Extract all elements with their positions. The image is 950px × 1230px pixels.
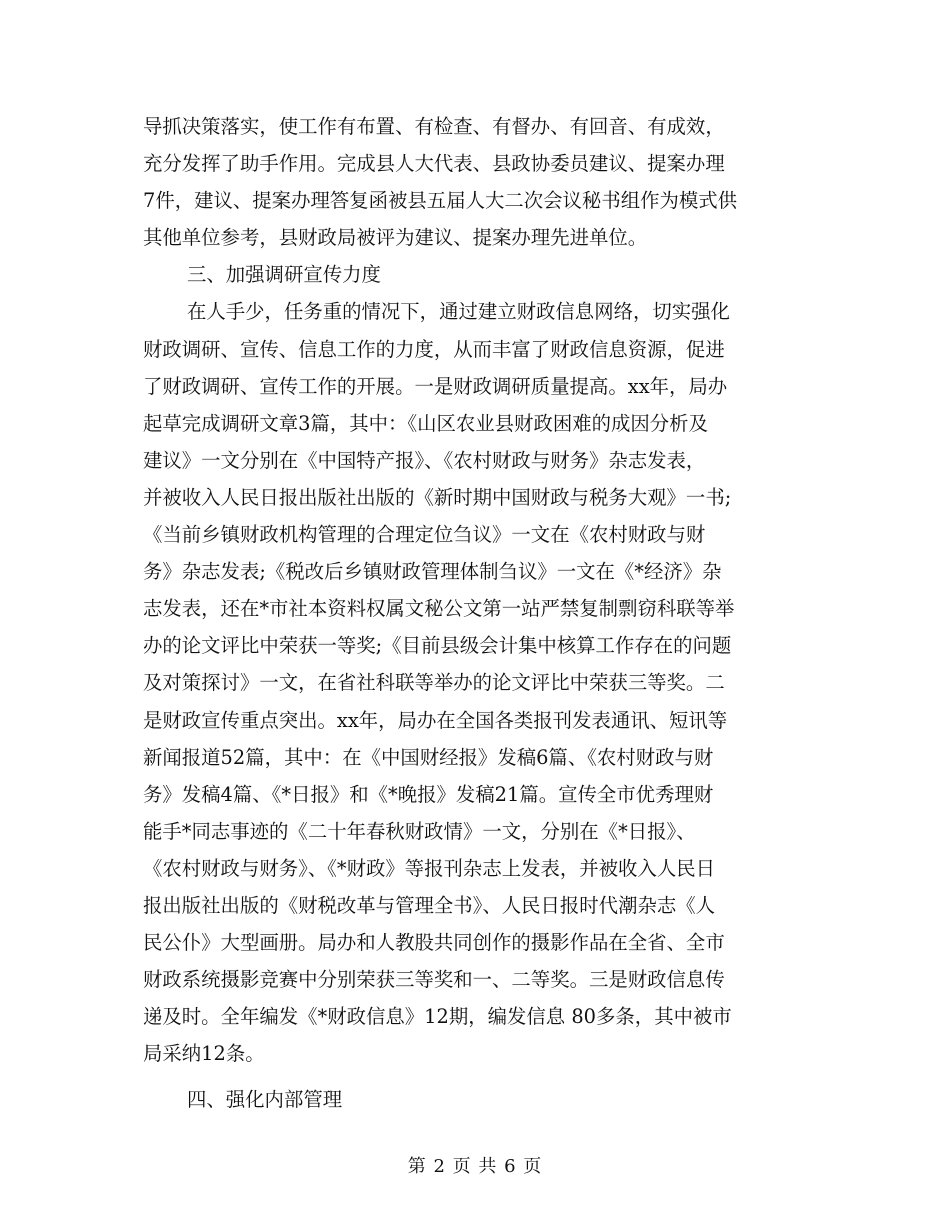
body-text-line: 充分发挥了助手作用。完成县人大代表、县政协委员建议、提案办理 (143, 152, 725, 176)
body-text-line: 《农村财政与财务》、《*财政》等报刊杂志上发表，并被收入人民日 (143, 856, 716, 880)
body-text-line: 志发表，还在*市社本资料权属文秘公文第一站严禁复制剽窃科联等举 (143, 597, 735, 621)
body-text-line: 是财政宣传重点突出。xx年，局办在全国各类报刊发表通讯、短讯等 (143, 708, 728, 732)
body-text-line: 办的论文评比中荣获一等奖;《目前县级会计集中核算工作存在的问题 (143, 634, 732, 658)
section-heading: 四、强化内部管理 (187, 1088, 343, 1112)
page-number-footer: 第 2 页 共 6 页 (407, 1156, 543, 1177)
body-text-line: 新闻报道52篇，其中：在《中国财经报》发稿6篇、《农村财政与财 (143, 745, 714, 769)
body-text-line: 在人手少，任务重的情况下，通过建立财政信息网络，切实强化 (187, 300, 730, 324)
body-text-line: 建议》一文分别在《中国特产报》、《农村财政与财务》杂志发表， (143, 448, 706, 472)
body-text-line: 务》发稿4篇、《*日报》和《*晚报》发稿21篇。宣传全市优秀理财 (143, 782, 714, 806)
body-text-line: 财政系统摄影竞赛中分别荣获三等奖和一、二等奖。三是财政信息传 (143, 968, 725, 992)
body-text-line: 报出版社出版的《财税改革与管理全书》、人民日报时代潮杂志《人 (143, 893, 716, 917)
body-text-line: 并被收入人民日报出版社出版的《新时期中国财政与税务大观》一书; (143, 485, 732, 509)
body-text-line: 能手*同志事迹的《二十年春秋财政情》一文，分别在《*日报》、 (143, 819, 696, 843)
body-text-line: 民公仆》大型画册。局办和人教股共同创作的摄影作品在全省、全市 (143, 931, 725, 955)
body-text-line: 《当前乡镇财政机构管理的合理定位刍议》一文在《农村财政与财 (143, 523, 706, 547)
body-text-line: 财政调研、宣传、信息工作的力度，从而丰富了财政信息资源，促进 (143, 337, 725, 361)
document-body (143, 108, 813, 1119)
body-text-line: 务》杂志发表;《税改后乡镇财政管理体制刍议》一文在《*经济》杂 (143, 560, 722, 584)
section-spacer (143, 1072, 813, 1081)
section-heading: 三、加强调研宣传力度 (187, 263, 381, 287)
body-text-line: 起草完成调研文章3篇，其中：《山区农业县财政困难的成因分析及 (143, 411, 708, 435)
body-text-line: 其他单位参考，县财政局被评为建议、提案办理先进单位。 (143, 226, 648, 250)
body-text-line: 递及时。全年编发《*财政信息》12期，编发信息 80多条，其中被市 (143, 1005, 732, 1029)
body-text-line: 了财政调研、宣传工作的开展。一是财政调研质量提高。xx年，局办 (143, 374, 728, 398)
body-text-line: 导抓决策落实，使工作有布置、有检查、有督办、有回音、有成效， (143, 115, 725, 138)
body-text-line: 局采纳12条。 (143, 1042, 265, 1066)
body-text-line: 及对策探讨》一文，在省社科联等举办的论文评比中荣获三等奖。二 (143, 671, 725, 695)
body-text-line: 7件，建议、提案办理答复函被县五届人大二次会议秘书组作为模式供 (143, 189, 738, 213)
